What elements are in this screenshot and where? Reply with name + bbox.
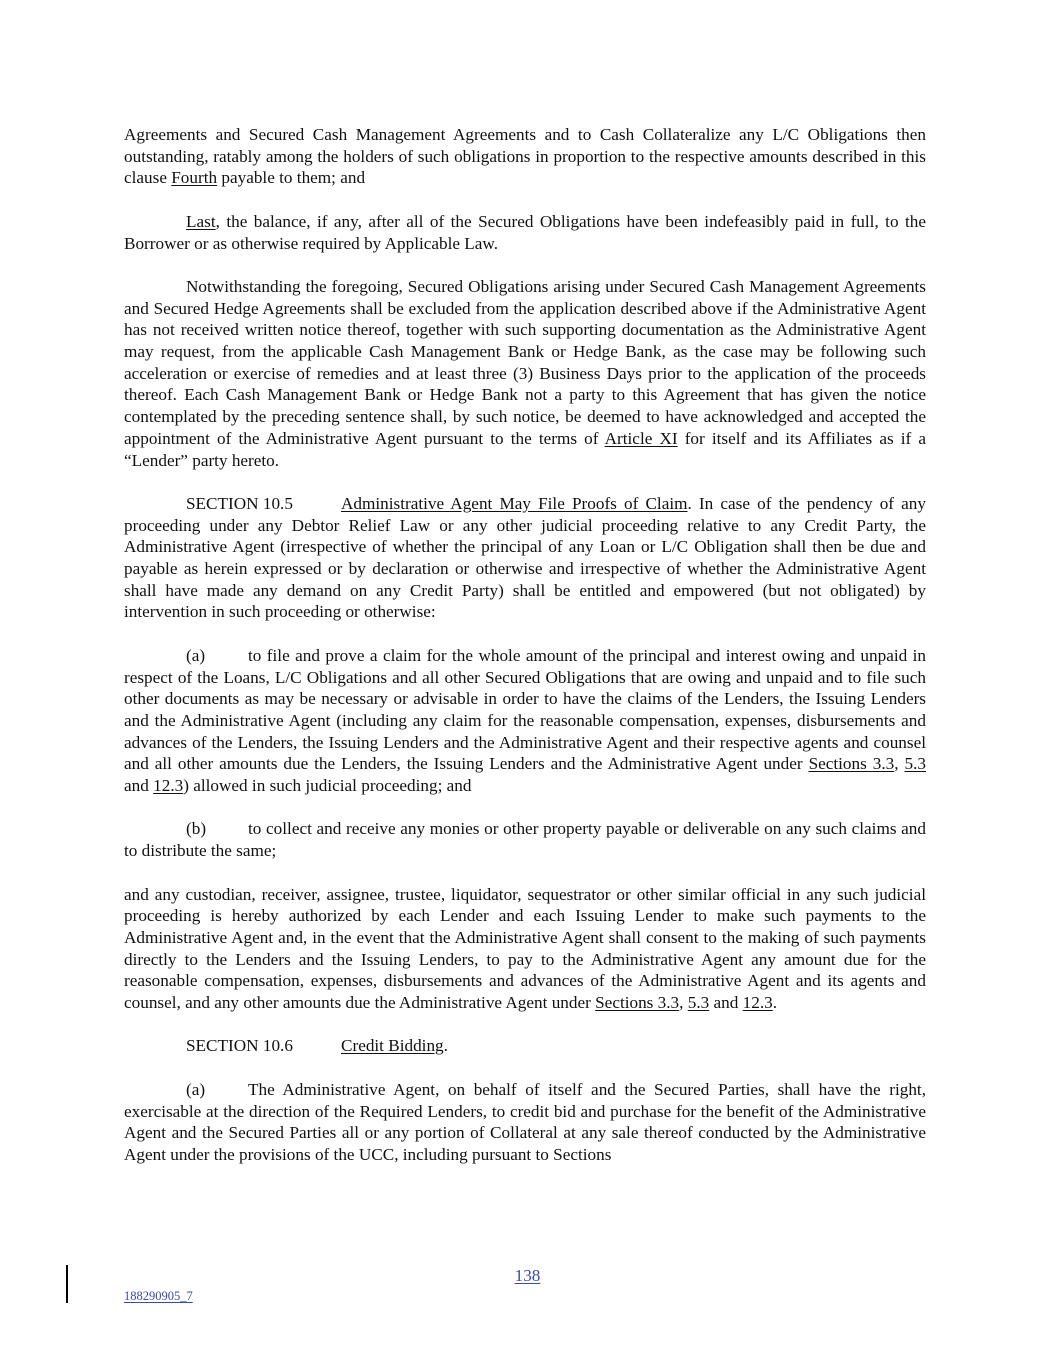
clause-label: (b) [186,819,207,839]
text: and any custodian, receiver, assignee, trustee, liquidator, sequestrator or other similar official in any such judicial proceeding is hereby authorized by each Lender and each Issuing Lender to make such payments to the Administrative Agent and, in the event that the Administrative Agent shall consent to the making of such payments directly to the Lenders and the Issuing Lenders, to pay to the Administrative Agent any amount due for the reasonable compensation, expenses, disbursements and advances of the Administrative Agent and its agents and counsel, and any other amounts due the Administrative Agent under [124,884,926,1013]
clause-a-credit-bidding [124,1079,926,1166]
text: to collect and receive any monies or other property payable or deliverable on any such claims and to distribute the same; [124,819,926,861]
text: , the balance, if any, after all of the Secured Obligations have been indefeasibly paid in full, to the Borrower or as otherwise required by Applicable Law. [124,211,926,253]
section-title: Credit Bidding [341,1036,444,1056]
cross-ref-sections-3-3: Sections 3.3 [595,993,680,1013]
text: Agreements and Secured Cash Management Agreements and to Cash Collateralize any L/C Obligations then outstanding, ratably among the holders of such obligations in proportion to the respective amounts described in this clause [124,125,926,188]
clause-b-collect-monies [124,818,926,861]
page-number [0,1266,1055,1286]
clause-a-proofs-of-claim [124,645,926,797]
paragraph-notwithstanding [124,276,926,471]
cross-ref-sections-3-3: Sections 3.3 [808,754,895,774]
paragraph-fourth-continuation [124,124,926,189]
text: . [772,993,778,1013]
text: payable to them; and [217,168,366,188]
paragraph-last [124,211,926,254]
clause-ref-fourth: Fourth [171,168,218,188]
text: for itself and its Affiliates as if a “Lender” party hereto. [124,428,926,470]
text: . In case of the pendency of any proceeding under any Debtor Relief Law or any other judicial proceeding relative to any Credit Party, the Administrative Agent (irrespective of whether the principal of any Loan or L/C Obligation shall then be due and payable as herein expressed or by declaration or otherwise and irrespective of whether the Administrative Agent shall have made any demand on any Credit Party) shall be entitled and empowered (but not obligated) by intervention in such proceeding or otherwise: [124,493,926,622]
text: . [443,1036,448,1056]
cross-ref-5-3: 5.3 [687,993,710,1013]
clause-label: (a) [186,645,206,665]
cross-ref-12-3: 12.3 [742,993,773,1013]
cross-ref-article-xi: Article XI [604,428,678,448]
document-id: 188290905_7 [124,1289,193,1303]
section-number: SECTION 10.6 [186,1036,293,1056]
section-title: Administrative Agent May File Proofs of Claim [341,493,688,513]
text: to file and prove a claim for the whole amount of the principal and interest owing and unpaid in respect of the Loans, L/C Obligations and all other Secured Obligations that are owing and unpaid and to file such other documents as may be necessary or advisable in order to have the claims of the Lenders, the Issuing Lenders and the Administrative Agent (including any claim for the reasonable compensation, expenses, disbursements and advances of the Lenders, the Issuing Lenders and the Administrative Agent and their respective agents and counsel and all other amounts due the Lenders, the Issuing Lenders and the Administrative Agent under [124,645,926,774]
document-body [124,124,926,1187]
section-10-6 [124,1035,926,1057]
clause-ref-last: Last [186,211,216,231]
text: The Administrative Agent, on behalf of itself and the Secured Parties, shall have the right, exercisable at the direction of the Required Lenders, to credit bid and purchase for the benefit of the Administrative Agent and the Secured Parties all or any portion of Collateral at any sale thereof conducted by the Administrative Agent under the provisions of the UCC, including pursuant to Sections [124,1079,926,1164]
section-number: SECTION 10.5 [186,493,293,513]
text: ) allowed in such judicial proceeding; and [183,776,472,796]
text: Notwithstanding the foregoing, Secured Obligations arising under Secured Cash Management Agreements and Secured Hedge Agreements shall be excluded from the application described above if the Administrative Agent has not received written notice thereof, together with such supporting documentation as the Administrative Agent may request, from the applicable Cash Management Bank or Hedge Bank, as the case may be following such acceleration or exercise of remedies and at least three (3) Business Days prior to the application of the proceeds thereof. Each Cash Management Bank or Hedge Bank not a party to this Agreement that has given the notice contemplated by the preceding sentence shall, by such notice, be deemed to have acknowledged and accepted the appointment of the Administrative Agent pursuant to the terms of [124,276,926,448]
paragraph-custodian [124,884,926,1014]
clause-label: (a) [186,1079,206,1099]
separator: , [679,993,688,1013]
section-10-5 [124,493,926,623]
cross-ref-12-3: 12.3 [153,776,184,796]
separator: and [124,776,154,796]
page-number-text: 138 [514,1266,541,1285]
separator: , [894,754,905,774]
separator: and [709,993,743,1013]
cross-ref-5-3: 5.3 [904,754,926,774]
